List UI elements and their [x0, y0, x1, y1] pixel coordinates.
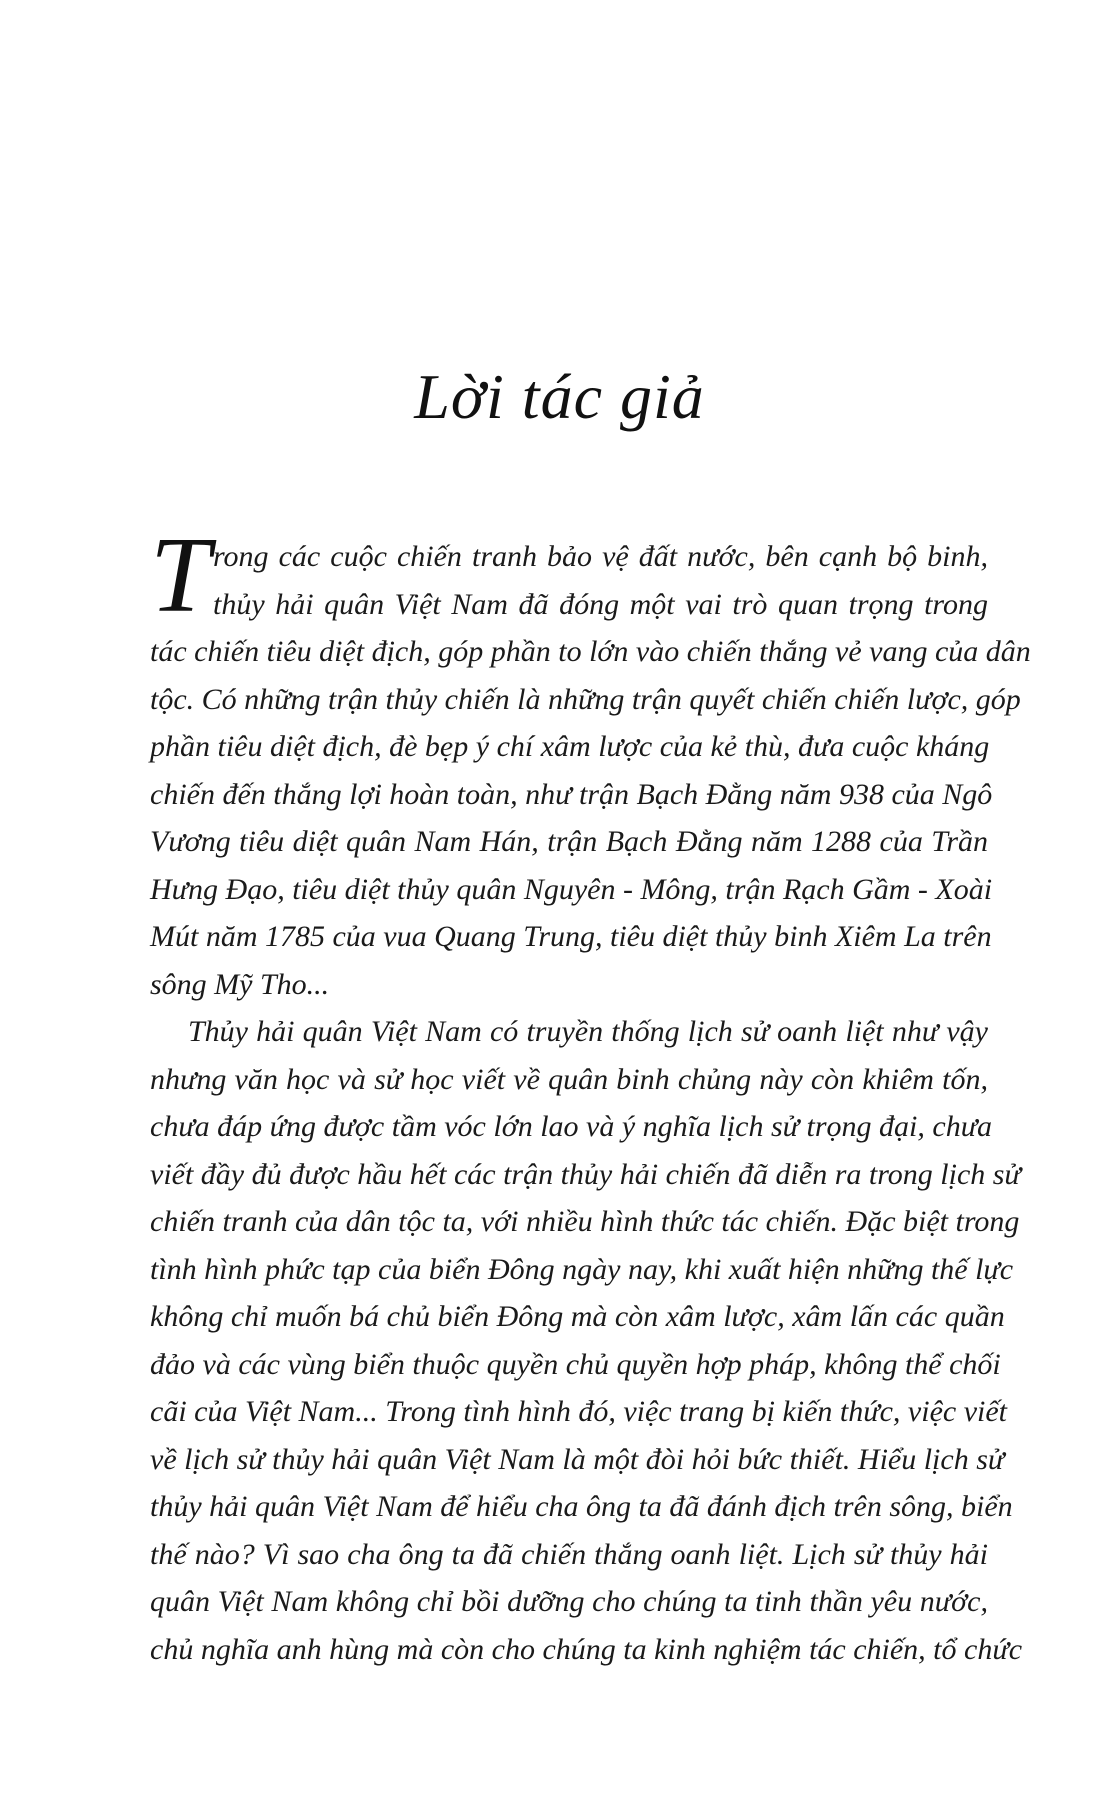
text-line: đảo và các vùng biển thuộc quyền chủ quyền hợp pháp, không thể chối: [150, 1347, 1001, 1381]
text-line: viết đầy đủ được hầu hết các trận thủy hải chiến đã diễn ra trong lịch sử: [150, 1157, 1021, 1191]
text-line: tình hình phức tạp của biển Đông ngày nay, khi xuất hiện những thế lực: [150, 1252, 1014, 1286]
text-line: quân Việt Nam không chỉ bồi dưỡng cho chúng ta tinh thần yêu nước,: [150, 1585, 988, 1618]
text-line: sông Mỹ Tho...: [150, 967, 330, 1001]
text-line: tác chiến tiêu diệt địch, góp phần to lớn vào chiến thắng vẻ vang của dân: [150, 635, 1031, 668]
paragraph-1: [150, 533, 1031, 1008]
drop-cap: T: [150, 516, 211, 635]
text-line: Mút năm 1785 của vua Quang Trung, tiêu diệt thủy binh Xiêm La trên: [150, 920, 992, 953]
text-line: thủy hải quân Việt Nam để hiểu cha ông ta đã đánh địch trên sông, biển: [150, 1490, 1013, 1523]
text-line: rong các cuộc chiến tranh bảo vệ đất nước, bên cạnh bộ binh,: [213, 540, 988, 573]
text-line: thế nào? Vì sao cha ông ta đã chiến thắng oanh liệt. Lịch sử thủy hải: [150, 1537, 988, 1571]
text-line: Vương tiêu diệt quân Nam Hán, trận Bạch Đằng năm 1288 của Trần: [150, 825, 988, 858]
text-line: chủ nghĩa anh hùng mà còn cho chúng ta kinh nghiệm tác chiến, tổ chức: [150, 1632, 1023, 1666]
text-line: không chỉ muốn bá chủ biển Đông mà còn xâm lược, xâm lấn các quần: [150, 1300, 1005, 1333]
body-text: [150, 533, 1031, 1673]
text-line: chưa đáp ứng được tầm vóc lớn lao và ý nghĩa lịch sử trọng đại, chưa: [150, 1110, 993, 1143]
text-line: chiến tranh của dân tộc ta, với nhiều hình thức tác chiến. Đặc biệt trong: [150, 1205, 1020, 1238]
text-line: phần tiêu diệt địch, đè bẹp ý chí xâm lược của kẻ thù, đưa cuộc kháng: [150, 730, 990, 763]
text-line: Hưng Đạo, tiêu diệt thủy quân Nguyên - Mông, trận Rạch Gầm - Xoài: [150, 872, 993, 906]
text-line: cãi của Việt Nam... Trong tình hình đó, việc trang bị kiến thức, việc viết: [150, 1395, 1008, 1428]
paragraph-2: [150, 1008, 1023, 1673]
text-line: tộc. Có những trận thủy chiến là những trận quyết chiến chiến lược, góp: [150, 682, 1021, 716]
text-line: nhưng văn học và sử học viết về quân binh chủng này còn khiêm tốn,: [150, 1062, 988, 1096]
text-line: Thủy hải quân Việt Nam có truyền thống lịch sử oanh liệt như vậy: [188, 1015, 988, 1048]
text-line: thủy hải quân Việt Nam đã đóng một vai trò quan trọng trong: [213, 587, 988, 621]
text-line: chiến đến thắng lợi hoàn toàn, như trận Bạch Đằng năm 938 của Ngô: [150, 777, 993, 811]
text-line: về lịch sử thủy hải quân Việt Nam là một đòi hỏi bức thiết. Hiểu lịch sử: [150, 1442, 1005, 1476]
page-title: Lời tác giả: [414, 361, 705, 432]
